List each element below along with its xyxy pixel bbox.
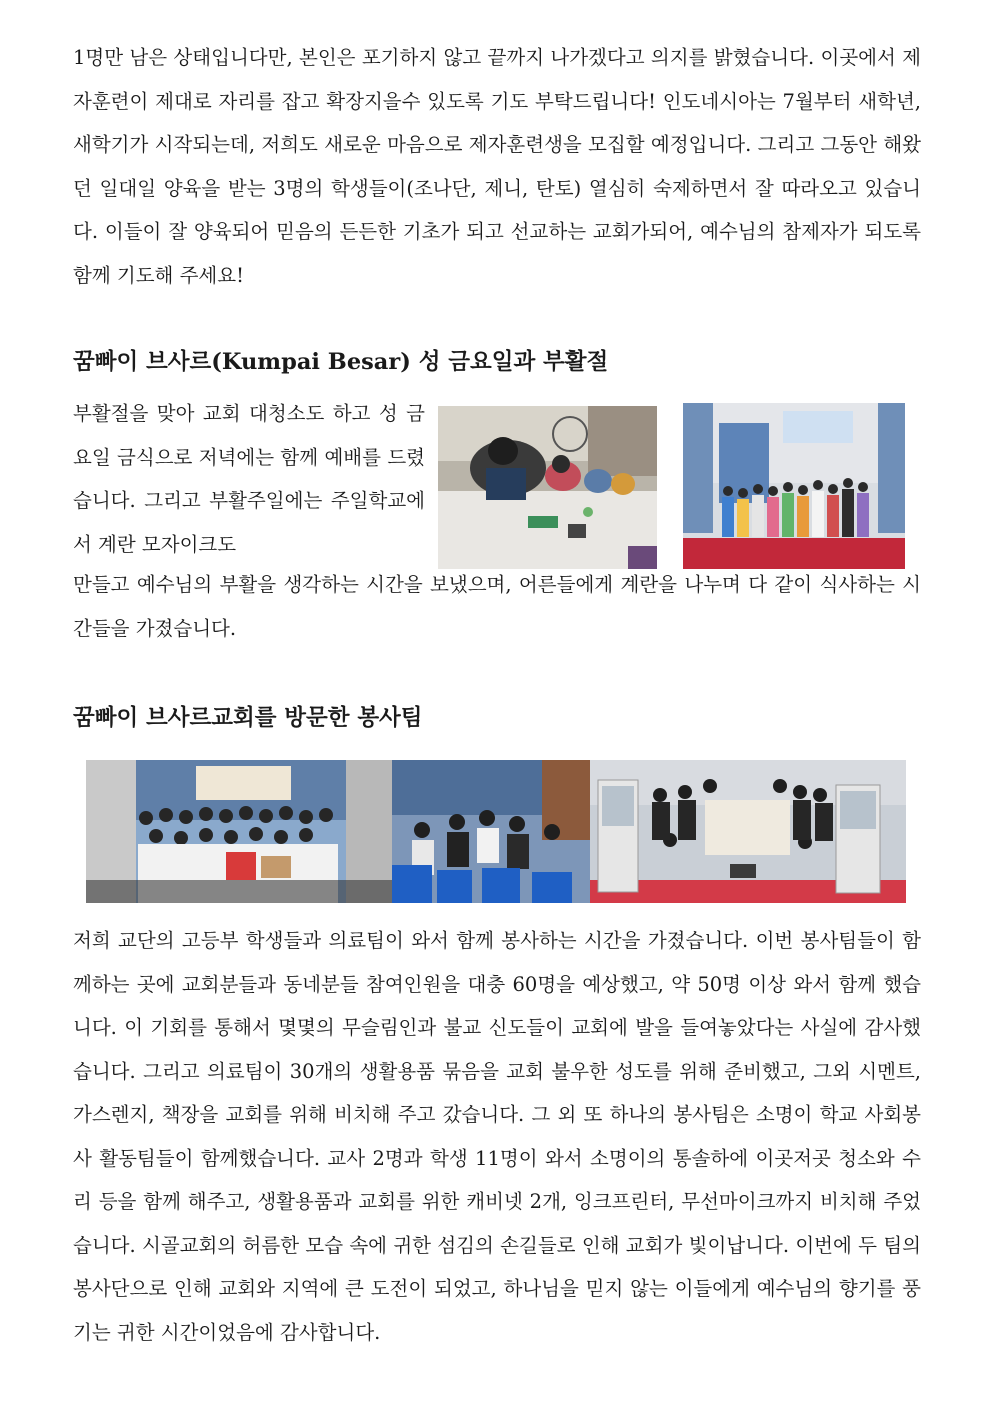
volunteer-team-paragraph: 저희 교단의 고등부 학생들과 의료팀이 와서 함께 봉사하는 시간을 가졌습니다. 이번 봉사팀들이 함께하는 곳에 교회분들과 동네분들 참여인원을 대충 60명을 예상했고, 약 50명 이상 와서 함께 했습니다. 이 기회를 통해서 몇몇의 무슬림인과 불교 신도들이 교회에 발을 들여놓았다는 사실에 감사했습니다. 그리고 의료팀이 30개의 생활용품 묶음을 교회 불우한 성도를 위해 준비했고, 그외 시멘트, 가스렌지, 책장을 교회를 위해 비치해 주고 갔습니다. 그 외 또 하나의 봉사팀은 소명이 학교 사회봉사 활동팀들이 함께했습니다. 교사 2명과 학생 11명이 와서 소명이의 통솔하에 이곳저곳 청소와 수리 등을 함께 해주고, 생활용품과 교회를 위한 캐비넷 2개, 잉크프린터, 무선마이크까지 비치해 주었습니다. 시골교회의 허름한 모습 속에 귀한 섬김의 손길들로 인해 교회가 빛이납니다. 이번에 두 팀의 봉사단으로 인해 교회와 지역에 큰 도전이 되었고, 하나님을 믿지 않는 이들에게 예수님의 향기를 풍기는 귀한 시간이었음에 감사합니다. — [73, 929, 921, 1344]
section-heading-easter: 꿈빠이 브사르(Kumpai Besar) 성 금요일과 부활절 — [73, 349, 609, 375]
section-heading-volunteer-team: 꿈빠이 브사르교회를 방문한 봉사팀 — [73, 705, 423, 731]
audience-photo — [392, 760, 590, 903]
intro-paragraph: 1명만 남은 상태입니다만, 본인은 포기하지 않고 끝까지 나가겠다고 의지를 밝혔습니다. 이곳에서 제자훈련이 제대로 자리를 잡고 확장지을수 있도록 기도 부탁드립니다! 인도네시아는 7월부터 새학년, 새학기가 시작되는데, 저희도 새로운 마음으로 제자훈련생을 모집할 예정입니다. 그리고 그동안 해왔던 일대일 양육을 받는 3명의 학생들이(조나단, 제니, 탄토) 열심히 숙제하면서 잘 따라오고 있습니다. 이들이 잘 양육되어 믿음의 든든한 기초가 되고 선교하는 교회가되어, 예수님의 참제자가 되도록 함께 기도해 주세요! — [73, 46, 921, 287]
easter-paragraph-bottom: 만들고 예수님의 부활을 생각하는 시간을 보냈으며, 어른들에게 계란을 나누며 다 같이 식사하는 시간들을 가졌습니다. — [73, 573, 921, 640]
cabinet-donation-photo — [590, 760, 906, 903]
group-photo-students — [86, 760, 392, 903]
children-drawing-photo — [438, 406, 657, 569]
children-stage-photo — [683, 403, 905, 569]
easter-paragraph-top: 부활절을 맞아 교회 대청소도 하고 성 금요일 금식으로 저녁에는 함께 예배를 드렸습니다. 그리고 부활주일에는 주일학교에서 계란 모자이크도 — [73, 402, 425, 556]
